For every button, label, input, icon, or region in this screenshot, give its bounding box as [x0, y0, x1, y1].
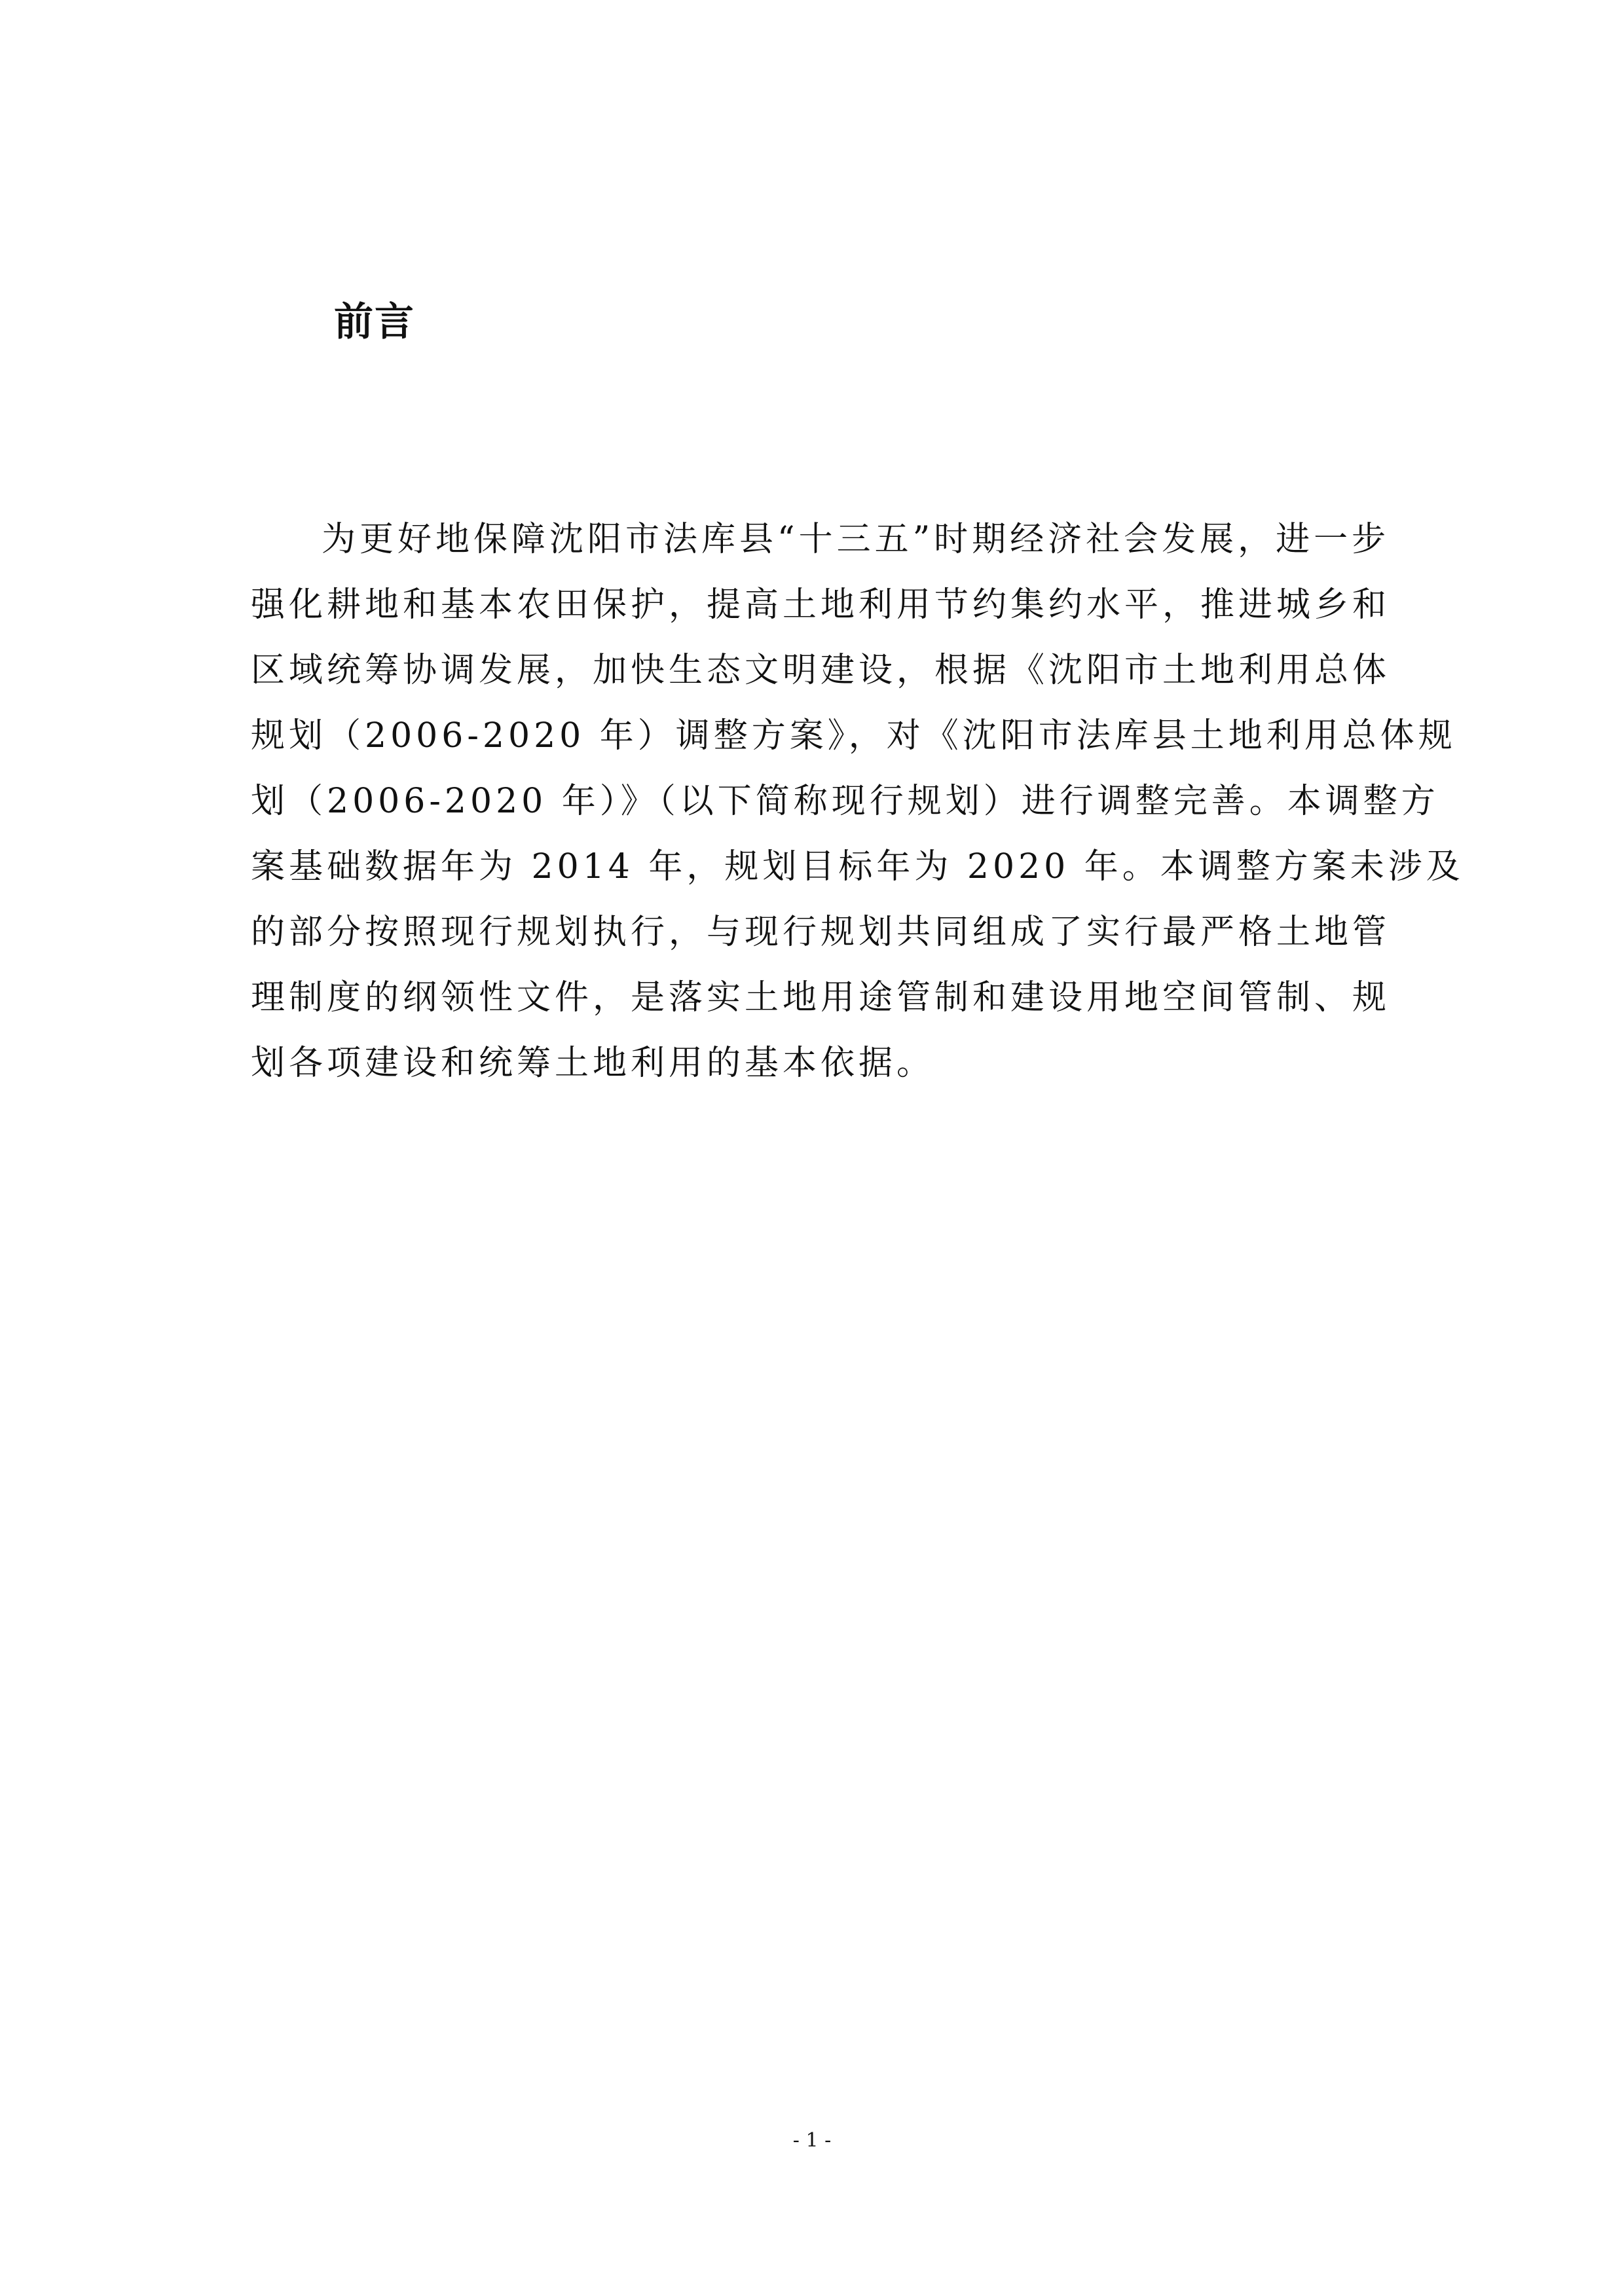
paragraph-line: 划（2006-2020 年）》（以下简称现行规划）进行调整完善。本调整方	[251, 782, 1439, 821]
paragraph-line: 为更好地保障沈阳市法库县“十三五”时期经济社会发展，进一步	[322, 520, 1390, 559]
paragraph-line: 理制度的纲领性文件，是落实土地用途管制和建设用地空间管制、规	[251, 978, 1391, 1017]
paragraph-line: 规划（2006-2020 年）调整方案》，对《沈阳市法库县土地利用总体规	[251, 716, 1456, 756]
page-number: - 1 -	[792, 2129, 832, 2152]
page-heading: 前言	[334, 299, 415, 345]
preface-paragraph	[251, 517, 1464, 1106]
paragraph-line: 案基础数据年为 2014 年，规划目标年为 2020 年。本调整方案未涉及	[251, 847, 1464, 886]
paragraph-line: 划各项建设和统筹土地利用的基本依据。	[251, 1044, 935, 1083]
paragraph-line: 的部分按照现行规划执行，与现行规划共同组成了实行最严格土地管	[251, 913, 1391, 952]
paragraph-line: 强化耕地和基本农田保护，提高土地利用节约集约水平，推进城乡和	[251, 585, 1391, 625]
paragraph-line: 区域统筹协调发展，加快生态文明建设，根据《沈阳市土地利用总体	[251, 651, 1391, 690]
